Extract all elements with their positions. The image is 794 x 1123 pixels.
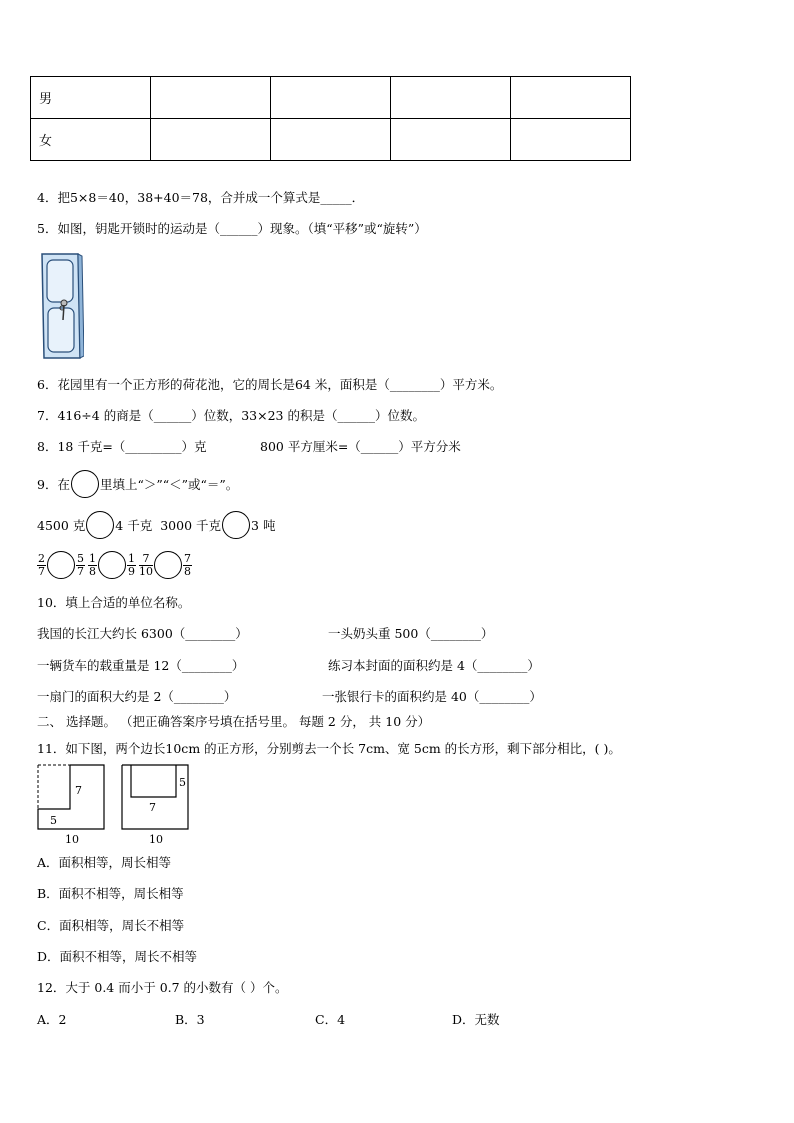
fraction: $\frac{5}{7}$: [77, 551, 84, 578]
question-9: [37, 470, 238, 498]
compare-circle[interactable]: [71, 470, 99, 498]
gender-table: [30, 76, 631, 161]
section-heading: 二、 选择题。 （把正确答案序号填在括号里。 每题 2 分， 共 10 分）: [37, 714, 431, 729]
table-cell: [511, 119, 631, 161]
q11-option-d[interactable]: D．面积不相等，周长不相等: [37, 949, 198, 964]
q9-item: 3000 千克: [160, 518, 222, 533]
q11-option-b[interactable]: B．面积不相等，周长相等: [37, 886, 184, 901]
q10-item: 一张银行卡的面积约是 40（________）: [322, 689, 542, 704]
table-cell: [151, 77, 271, 119]
q9-item: 4 千克: [115, 518, 153, 533]
row-label: 女: [31, 119, 151, 161]
question-8b: 800 平方厘米=（______）平方分米: [260, 439, 461, 454]
compare-circle[interactable]: [86, 511, 114, 539]
fig2-label-7: 7: [149, 801, 156, 814]
q12-option-d[interactable]: D．无数: [452, 1012, 500, 1027]
table-cell: [271, 119, 391, 161]
question-8a: 8．18 千克=（_________）克: [37, 439, 207, 454]
fraction: $\frac{1}{8}$: [89, 551, 96, 578]
question-10: 10．填上合适的单位名称。: [37, 595, 191, 610]
question-12: 12．大于 0.4 而小于 0.7 的小数有（ ）个。: [37, 980, 288, 995]
compare-circle[interactable]: [98, 551, 126, 579]
q9-suffix: 里填上“＞”“＜”或“＝”。: [99, 477, 239, 492]
question-4: 4．把5×8＝40，38+40＝78，合并成一个算式是_____．: [37, 190, 365, 205]
row-label: 男: [31, 77, 151, 119]
q11-option-a[interactable]: A．面积相等，周长相等: [37, 855, 172, 870]
compare-circle[interactable]: [154, 551, 182, 579]
door-illustration: [38, 252, 84, 360]
q10-item: 一扇门的面积大约是 2（________）: [37, 689, 237, 704]
fig2-label-5: 5: [179, 776, 186, 789]
q9-line2: [37, 551, 192, 579]
q9-item: 3 吨: [251, 518, 276, 533]
fig1-label-7: 7: [75, 784, 82, 797]
fig1-label-10: 10: [65, 833, 79, 846]
compare-circle[interactable]: [222, 511, 250, 539]
fraction: $\frac{7}{10}$: [139, 551, 153, 578]
question-5: 5．如图，钥匙开锁时的运动是（______）现象。（填“平移”或“旋转”）: [37, 221, 427, 236]
table-cell: [391, 119, 511, 161]
q12-option-b[interactable]: B．3: [175, 1012, 205, 1027]
table-cell: [151, 119, 271, 161]
table-row: [31, 77, 631, 119]
q10-item: 一头奶头重 500（________）: [328, 626, 494, 641]
q9-item: 4500 克: [37, 518, 86, 533]
q12-option-a[interactable]: A．2: [37, 1012, 67, 1027]
fraction: $\frac{2}{7}$: [38, 551, 45, 578]
fig2-label-10: 10: [149, 833, 163, 846]
table-row: [31, 119, 631, 161]
fraction: $\frac{7}{8}$: [184, 551, 191, 578]
fraction: $\frac{1}{9}$: [128, 551, 135, 578]
q12-option-c[interactable]: C．4: [315, 1012, 346, 1027]
q10-item: 我国的长江大约长 6300（________）: [37, 626, 248, 641]
q10-item: 一辆货车的载重量是 12（________）: [37, 658, 245, 673]
figure-cut-squares: [36, 763, 196, 847]
question-7: 7．416÷4 的商是（______）位数，33×23 的积是（______）位数。: [37, 408, 425, 423]
compare-circle[interactable]: [47, 551, 75, 579]
q10-item: 练习本封面的面积约是 4（________）: [328, 658, 540, 673]
table-cell: [511, 77, 631, 119]
q9-line1: [37, 511, 275, 539]
question-11: 11．如下图，两个边长10cm 的正方形，分别剪去一个长 7cm、宽 5cm 的长方形，剩下部分相比，( )。: [37, 741, 621, 756]
q9-prefix: 9．在: [37, 477, 70, 492]
table-cell: [391, 77, 511, 119]
fig1-label-5: 5: [50, 814, 57, 827]
question-6: 6．花园里有一个正方形的荷花池，它的周长是64 米，面积是（________）平方米。: [37, 377, 503, 392]
table-cell: [271, 77, 391, 119]
q11-option-c[interactable]: C．面积相等，周长不相等: [37, 918, 185, 933]
